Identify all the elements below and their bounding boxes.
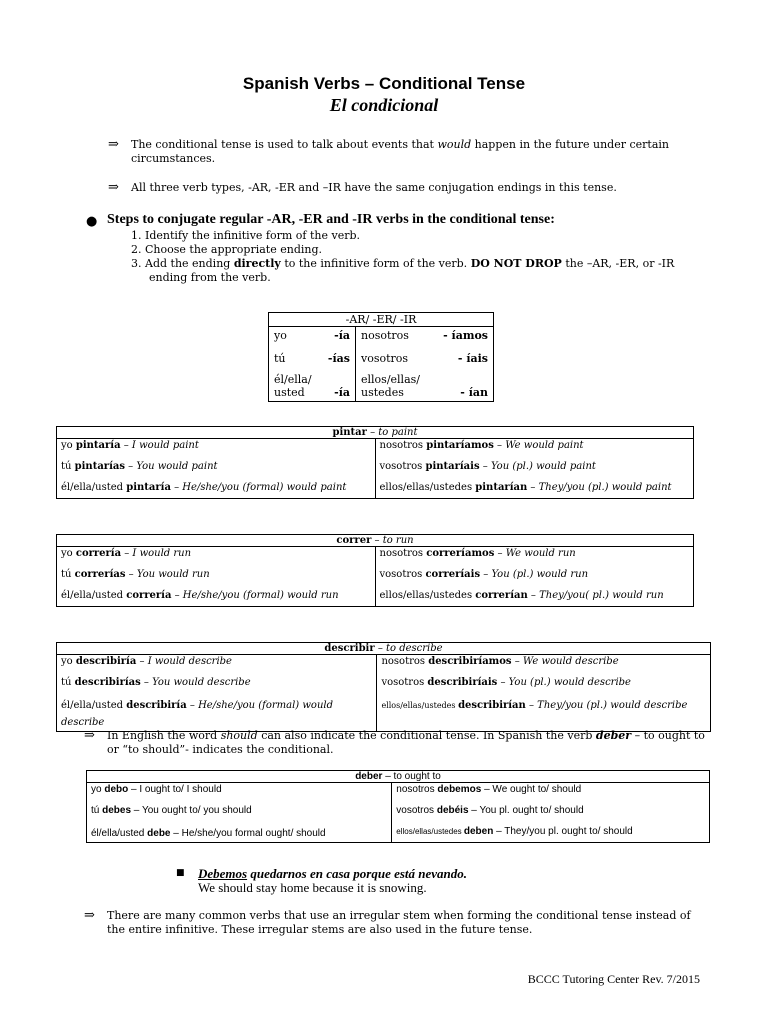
translation: – We would run	[494, 548, 576, 559]
pronoun: él/ella/usted	[61, 482, 127, 493]
intro-conditional-use	[131, 138, 671, 166]
pronoun: vosotros	[381, 677, 428, 688]
conjugation-cell	[57, 655, 377, 673]
example-rest: quedarnos en casa porque está nevando.	[247, 866, 468, 881]
conjugation-cell	[377, 672, 711, 693]
pronoun: yo	[61, 440, 76, 451]
translation: – We ought to/ should	[481, 784, 582, 795]
conjugated-verb: pintarían	[475, 482, 528, 493]
conjugation-table-correr	[56, 534, 694, 607]
ending: -ías	[327, 352, 350, 365]
conjugated-verb: describiría	[75, 656, 137, 667]
conjugated-verb: describirías	[74, 677, 141, 688]
conjugation-cell	[375, 547, 694, 565]
verb-meaning: – to paint	[370, 427, 418, 438]
translation: – You (pl.) would describe	[497, 677, 631, 688]
irregular-stems-note: There are many common verbs that use an irregular stem when forming the conditional tense instead of the entire infinitive. These irregular stems are also used in the future tense.	[107, 909, 691, 936]
steps-heading: Steps to conjugate regular -AR, -ER and -IR verbs in the conditional tense:	[107, 212, 555, 227]
step-item	[131, 243, 711, 257]
endings-cell	[269, 344, 356, 367]
translation: – He/she/you (formal) would run	[171, 590, 339, 601]
translation: – I would describe	[136, 656, 232, 667]
should-note	[107, 729, 707, 757]
pronoun: tú	[61, 461, 75, 472]
example-translation: We should stay home because it is snowing.	[198, 880, 427, 895]
conjugation-cell	[375, 477, 694, 499]
conjugated-verb: pintarías	[74, 461, 125, 472]
verb-meaning: – to run	[374, 535, 414, 546]
intro-text-end: happen in the future under certain circumstances.	[131, 138, 669, 165]
translation: – We would paint	[493, 440, 584, 451]
step-text: Add the ending	[145, 257, 234, 270]
step-warning: DO NOT DROP	[470, 257, 562, 270]
endings-cell	[269, 327, 356, 345]
conjugation-cell	[57, 564, 376, 585]
intro-endings-same: All three verb types, -AR, -ER and –IR have the same conjugation endings in this tense.	[131, 181, 617, 194]
verb-meaning: – to describe	[377, 643, 443, 654]
step-number: 1.	[131, 229, 142, 242]
translation: – He/she/you (formal) would paint	[170, 482, 347, 493]
conjugated-verb: pintaríamos	[426, 440, 494, 451]
note-text: In English the word	[107, 729, 221, 742]
note-text: can also indicate the conditional tense. In Spanish the verb	[257, 729, 596, 742]
pronoun: ellos/ellas/ustedes	[379, 590, 476, 601]
step-text: to the infinitive form of the verb.	[280, 257, 471, 270]
translation: – You would run	[125, 569, 210, 580]
translation: – You (pl.) would run	[480, 569, 589, 580]
conjugated-verb: deben	[463, 826, 494, 837]
conjugated-verb: correríais	[425, 569, 481, 580]
endings-header: -AR/ -ER/ -IR	[269, 313, 494, 327]
table-header	[57, 643, 711, 655]
conjugation-cell	[57, 693, 377, 732]
example-verb: Debemos	[198, 866, 248, 881]
translation: – They/you (pl.) would paint	[527, 482, 672, 493]
conjugated-verb: correría	[75, 548, 122, 559]
bullet-icon: ●	[86, 214, 98, 229]
translation: – I ought to/ I should	[128, 784, 222, 795]
step-emphasis: directly	[233, 257, 281, 270]
pronoun: tú	[61, 677, 75, 688]
verb-infinitive: pintar	[332, 427, 367, 438]
pronoun: tú	[274, 352, 286, 365]
conjugated-verb: debéis	[436, 805, 469, 816]
note-text: – to ought to or “to should”- indicates the conditional.	[107, 729, 705, 756]
square-bullet-icon: ■	[176, 868, 185, 878]
page-title: Spanish Verbs – Conditional Tense	[242, 74, 526, 93]
conjugated-verb: debes	[102, 805, 132, 816]
ending: - ían	[460, 386, 488, 399]
ending: -ía	[334, 386, 350, 399]
translation: – They/you (pl.) would describe	[525, 700, 688, 711]
step-number: 2.	[131, 243, 142, 256]
translation: – They/you pl. ought to/ should	[493, 826, 633, 837]
conjugated-verb: describirían	[458, 700, 526, 711]
pronoun: yo	[91, 784, 105, 795]
step-number: 3.	[131, 257, 142, 270]
endings-cell	[356, 344, 494, 367]
translation: – You (pl.) would paint	[479, 461, 596, 472]
pronoun: él/ella/usted	[91, 828, 148, 839]
page-footer: BCCC Tutoring Center Rev. 7/2015	[527, 972, 700, 986]
intro-emphasis: would	[437, 138, 472, 151]
step-item	[131, 229, 711, 243]
table-header	[87, 771, 710, 783]
conjugated-verb: describiríais	[427, 677, 498, 688]
endings-cell	[356, 367, 494, 402]
pronoun: yo	[61, 656, 76, 667]
arrow-icon: ⇒	[84, 728, 95, 743]
translation: – You would paint	[124, 461, 218, 472]
table-header	[57, 535, 694, 547]
verb-infinitive: correr	[336, 535, 372, 546]
translation: – He/she/you (formal) would describe	[61, 700, 333, 728]
steps-list	[131, 229, 711, 285]
conjugation-cell	[57, 439, 376, 457]
conjugated-verb: correría	[126, 590, 172, 601]
translation: – They/you( pl.) would run	[527, 590, 664, 601]
translation: – I would paint	[120, 440, 199, 451]
conjugated-verb: pintaría	[126, 482, 171, 493]
conjugation-cell	[57, 547, 376, 565]
note-emphasis: should	[220, 729, 258, 742]
conjugation-cell	[57, 672, 377, 693]
conjugated-verb: correríamos	[426, 548, 495, 559]
verb-infinitive: deber	[355, 771, 383, 782]
translation: – We would describe	[511, 656, 619, 667]
pronoun: él/ella/usted	[61, 590, 127, 601]
step-text: the –AR, -ER, or -IR ending from the verb.	[149, 257, 675, 284]
conjugation-table-deber	[86, 770, 710, 843]
conjugated-verb: describiríamos	[428, 656, 512, 667]
ending: - íais	[457, 352, 488, 365]
step-item	[131, 257, 711, 285]
endings-cell	[356, 327, 494, 345]
translation: – He/she/you formal ought/ should	[170, 828, 326, 839]
conjugated-verb: correrías	[74, 569, 126, 580]
arrow-icon: ⇒	[108, 137, 119, 152]
pronoun: ellos/ellas/ustedes	[379, 482, 476, 493]
conjugation-cell	[375, 439, 694, 457]
pronoun: nosotros	[361, 329, 409, 342]
endings-table	[268, 312, 494, 402]
pronoun: yo	[61, 548, 76, 559]
conjugation-cell	[375, 456, 694, 477]
conjugation-table-describir	[56, 642, 711, 732]
translation: – You ought to/ you should	[131, 805, 252, 816]
conjugation-cell	[377, 655, 711, 673]
conjugation-cell	[392, 821, 710, 843]
pronoun: yo	[274, 329, 287, 342]
pronoun: vosotros	[396, 805, 437, 816]
conjugation-cell	[57, 477, 376, 499]
arrow-icon: ⇒	[108, 180, 119, 195]
verb-meaning: – to ought to	[385, 771, 441, 782]
conjugation-cell	[375, 564, 694, 585]
note-emphasis: deber	[595, 729, 632, 742]
pronoun: vosotros	[361, 352, 409, 365]
pronoun: él/ella/usted	[61, 700, 127, 711]
ending: -ía	[334, 329, 350, 342]
pronoun: nosotros	[379, 440, 427, 451]
conjugation-cell	[392, 783, 710, 801]
conjugated-verb: debemos	[437, 784, 482, 795]
conjugation-cell	[87, 821, 392, 843]
pronoun: vosotros	[379, 569, 426, 580]
conjugated-verb: debo	[104, 784, 129, 795]
pronoun: nosotros	[396, 784, 438, 795]
pronoun: vosotros	[379, 461, 426, 472]
conjugation-cell	[87, 800, 392, 821]
translation: – I would run	[121, 548, 192, 559]
conjugation-cell	[57, 456, 376, 477]
step-text: Identify the infinitive form of the verb.	[145, 229, 361, 242]
pronoun: tú	[91, 805, 103, 816]
conjugated-verb: debe	[147, 828, 171, 839]
conjugated-verb: pintaría	[75, 440, 121, 451]
pronoun: nosotros	[381, 656, 429, 667]
pronoun: ellos/ellas/ustedes	[396, 827, 464, 836]
pronoun: él/ella/ usted	[274, 373, 312, 399]
conjugation-table-pintar	[56, 426, 694, 499]
pronoun: nosotros	[379, 548, 427, 559]
step-text: Choose the appropriate ending.	[145, 243, 323, 256]
translation: – You pl. ought to/ should	[468, 805, 584, 816]
arrow-icon: ⇒	[84, 908, 95, 923]
pronoun: ellos/ellas/ustedes	[381, 701, 459, 710]
verb-infinitive: describir	[324, 643, 375, 654]
table-header	[57, 427, 694, 439]
intro-text: The conditional tense is used to talk about events that	[131, 138, 438, 151]
conjugated-verb: pintaríais	[425, 461, 480, 472]
page-subtitle: El condicional	[329, 95, 439, 115]
ending: - íamos	[443, 329, 488, 342]
endings-cell	[269, 367, 356, 402]
conjugation-cell	[392, 800, 710, 821]
conjugation-cell	[375, 585, 694, 607]
conjugation-cell	[87, 783, 392, 801]
conjugated-verb: correrían	[475, 590, 528, 601]
translation: – You would describe	[140, 677, 251, 688]
pronoun: ellos/ellas/ ustedes	[361, 373, 420, 399]
conjugation-cell	[57, 585, 376, 607]
conjugated-verb: describiría	[126, 700, 187, 711]
pronoun: tú	[61, 569, 75, 580]
conjugation-cell	[377, 693, 711, 732]
